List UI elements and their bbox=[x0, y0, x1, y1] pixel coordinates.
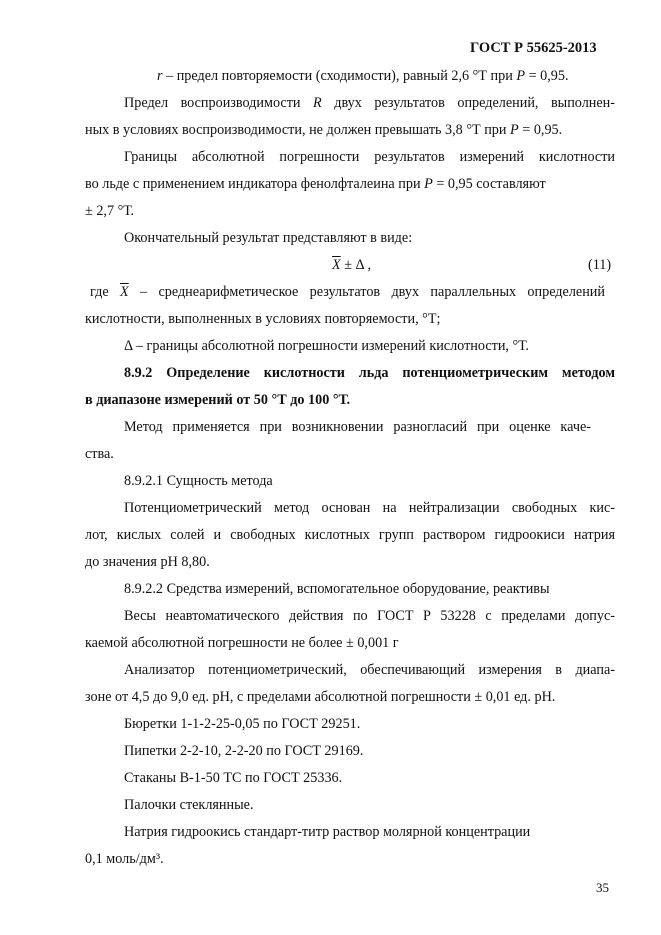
symbol-r: r bbox=[157, 68, 163, 84]
text-line: кислотности, выполненных в условиях повторяемости, °Т; bbox=[85, 311, 441, 327]
text-line: Окончательный результат представляют в виде: bbox=[124, 230, 413, 246]
symbol-x-bar: $\overline{X}$ bbox=[332, 257, 341, 273]
text-line: Δ – границы абсолютной погрешности измерений кислотности, °Т. bbox=[124, 338, 529, 354]
text-line: Стаканы В-1-50 ТС по ГОСТ 25336. bbox=[124, 770, 343, 786]
text-line: лот, кислых солей и свободных кислотных групп раствором гидроокиси натрия bbox=[85, 527, 615, 543]
text-fragment: = 0,95. bbox=[518, 122, 563, 138]
text-fragment: ных в условиях воспроизводимости, не должен превышать 3,8 °Т при bbox=[85, 122, 511, 138]
text-fragment: во льде с применением индикатора фенолфталеина при bbox=[85, 176, 425, 192]
section-heading-continued: в диапазоне измерений от 50 °Т до 100 °Т. bbox=[85, 392, 351, 408]
text-fragment: = 0,95 составляют bbox=[432, 176, 546, 192]
text-line: Метод применяется при возникновении разногласий при оценке каче- bbox=[124, 419, 591, 435]
document-number-header: ГОСТ Р 55625-2013 bbox=[470, 40, 597, 56]
formula bbox=[332, 255, 371, 275]
text-line: Весы неавтоматического действия по ГОСТ Р 53228 с пределами допус- bbox=[124, 608, 615, 624]
text-line bbox=[157, 66, 569, 86]
text-line: Бюретки 1-1-2-25-0,05 по ГОСТ 29251. bbox=[124, 716, 361, 732]
text-fragment: где bbox=[90, 284, 120, 300]
symbol-p: P bbox=[510, 122, 519, 138]
text-line: Палочки стеклянные. bbox=[124, 797, 254, 813]
text-fragment: – среднеарифметическое результатов двух параллельных определений bbox=[128, 284, 605, 300]
text-line bbox=[85, 120, 562, 140]
text-fragment: = 0,95. bbox=[525, 68, 569, 84]
subsection-heading: 8.9.2.2 Средства измерений, вспомогательное оборудование, реактивы bbox=[124, 581, 550, 597]
text-line: 0,1 моль/дм³. bbox=[85, 851, 164, 867]
text-fragment: двух результатов определений, выполнен- bbox=[321, 95, 615, 111]
symbol-p: P bbox=[516, 68, 526, 84]
symbol-r-upper: R bbox=[313, 95, 322, 111]
text-line: Пипетки 2-2-10, 2-2-20 по ГОСТ 29169. bbox=[124, 743, 364, 759]
text-line: каемой абсолютной погрешности не более ± 0,001 г bbox=[85, 635, 399, 651]
page-number: 35 bbox=[596, 880, 609, 895]
formula-number: (11) bbox=[588, 257, 612, 273]
formula-rest: ± Δ , bbox=[340, 257, 371, 273]
section-heading: 8.9.2 Определение кислотности льда потенциометрическим методом bbox=[124, 365, 615, 381]
text-line: Анализатор потенциометрический, обеспечивающий измерения в диапа- bbox=[124, 662, 615, 678]
text-line: Потенциометрический метод основан на нейтрализации свободных кис- bbox=[124, 500, 615, 516]
text-line bbox=[85, 174, 546, 194]
text-line: ± 2,7 °Т. bbox=[85, 203, 135, 219]
symbol-p: P bbox=[424, 176, 433, 192]
text-line: Границы абсолютной погрешности результатов измерений кислотности bbox=[124, 149, 615, 165]
text-line: ства. bbox=[85, 446, 114, 462]
text-line: до значения рН 8,80. bbox=[85, 554, 210, 570]
text-line: Натрия гидроокись стандарт-титр раствор молярной концентрации bbox=[124, 824, 531, 840]
text-fragment: – предел повторяемости (сходимости), равный 2,6 °Т при bbox=[162, 68, 517, 84]
symbol-x-bar: $\overline{X}$ bbox=[119, 284, 129, 300]
text-line bbox=[90, 282, 605, 302]
text-line: зоне от 4,5 до 9,0 ед. рН, с пределами абсолютной погрешности ± 0,01 ед. рН. bbox=[85, 689, 556, 705]
subsection-heading: 8.9.2.1 Сущность метода bbox=[124, 473, 273, 489]
text-fragment: Предел воспроизводимости bbox=[124, 95, 314, 111]
text-line bbox=[124, 93, 615, 113]
